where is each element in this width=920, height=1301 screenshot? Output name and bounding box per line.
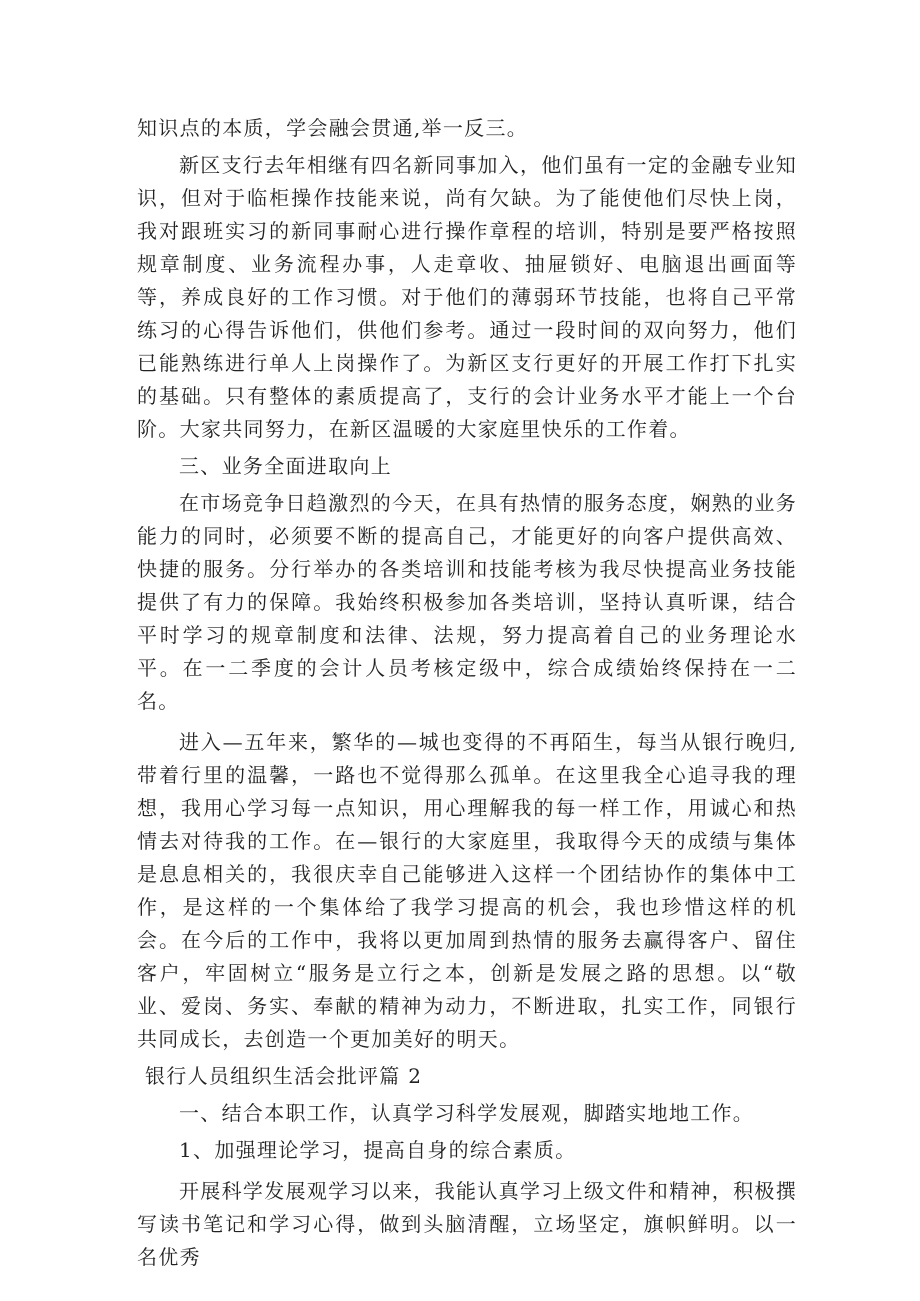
paragraph-science-development: 开展科学发展观学习以来，我能认真学习上级文件和精神，积极撰写读书笔记和学习心得，做到头脑清醒，立场坚定，旗帜鲜明。以一名优秀 — [137, 1179, 797, 1269]
document-body — [137, 112, 797, 1274]
subheading-business-progress: 三、业务全面进取向上 — [179, 454, 392, 478]
paragraph-market-competition: 在市场竞争日趋激烈的今天，在具有热情的服务态度，娴熟的业务能力的同时，必须要不断的提高自己，才能更好的向客户提供高效、快捷的服务。分行举办的各类培训和技能考核为我尽快提高业务技能提供了有力的保障。我始终积极参加各类培训，坚持认真听课，结合平时学习的规章制度和法律、法规，努力提高着自己的业务理论水平。在一二季度的会计人员考核定级中，综合成绩始终保持在一二名。 — [137, 491, 797, 713]
section-title-part-2: 银行人员组织生活会批评篇 2 — [145, 1064, 423, 1088]
paragraph-new-colleagues: 新区支行去年相继有四名新同事加入，他们虽有一定的金融专业知识，但对于临柜操作技能来说，尚有欠缺。为了能使他们尽快上岗，我对跟班实习的新同事耐心进行操作章程的培训，特别是要严格按照规章制度、业务流程办事，人走章收、抽屉锁好、电脑退出画面等等，养成良好的工作习惯。对于他们的薄弱环节技能，也将自己平常练习的心得告诉他们，供他们参考。通过一段时间的双向努力，他们已能熟练进行单人上岗操作了。为新区支行更好的开展工作打下扎实的基础。只有整体的素质提高了，支行的会计业务水平才能上一个台阶。大家共同努力，在新区温暖的大家庭里快乐的工作着。 — [137, 153, 797, 441]
paragraph-continuation: 知识点的本质，学会融会贯通,举一反三。 — [137, 116, 529, 140]
paragraph-five-years: 进入—五年来，繁华的—城也变得的不再陌生，每当从银行晚归,带着行里的温馨，一路也不觉得那么孤单。在这里我全心追寻我的理想，我用心学习每一点知识，用心理解我的每一样工作，用诚心和热情去对待我的工作。在—银行的大家庭里，我取得今天的成绩与集体是息息相关的，我很庆幸自己能够进入这样一个团结协作的集体中工作，是这样的一个集体给了我学习提高的机会，我也珍惜这样的机会。在今后的工作中，我将以更加周到热情的服务去赢得客户、留住客户，牢固树立“服务是立行之本，创新是发展之路的思想。以“敬业、爱岗、务实、奉献的精神为动力，不断进取，扎实工作，同银行共同成长，去创造一个更加美好的明天。 — [137, 730, 797, 1051]
subheading-theory-study: 1、加强理论学习，提高自身的综合素质。 — [179, 1138, 577, 1162]
subheading-combine-work: 一、结合本职工作，认真学习科学发展观，脚踏实地地工作。 — [179, 1101, 755, 1125]
